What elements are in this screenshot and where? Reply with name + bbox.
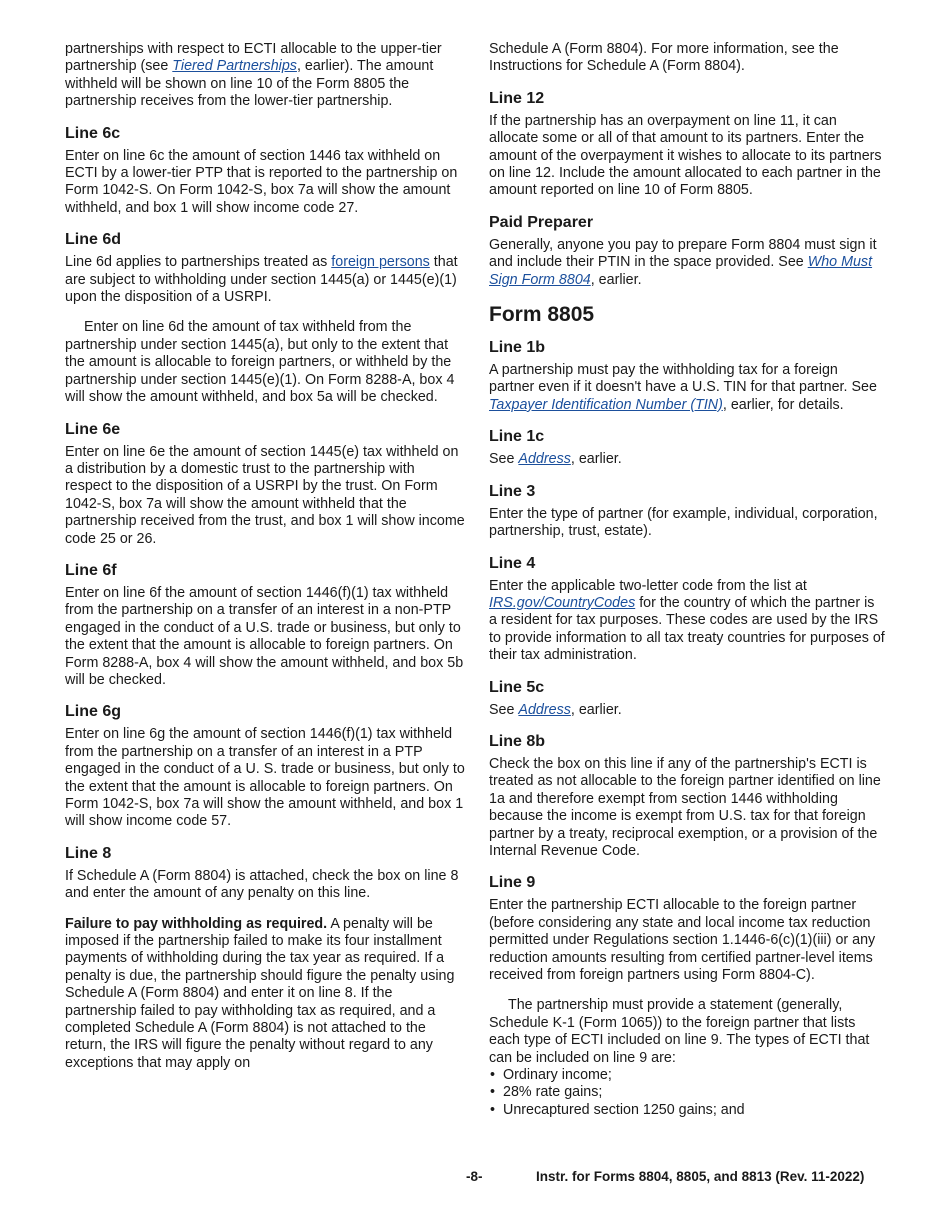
- paid-preparer-paragraph: Generally, anyone you pay to prepare Form 8804 must sign it and include their PTIN in the space provided. See Who Must Sign Form 8804, earlier.: [489, 236, 877, 288]
- tin-link[interactable]: Taxpayer Identification Number (TIN): [489, 396, 723, 413]
- line-9-heading: Line 9: [489, 874, 536, 892]
- line-3-paragraph: Enter the type of partner (for example, individual, corporation, partnership, trust, estate).: [489, 505, 878, 540]
- who-must-sign-link[interactable]: Who Must Sign Form 8804: [489, 254, 873, 288]
- ecti-types-list: [489, 1067, 885, 1119]
- right-column: [489, 41, 885, 1119]
- form-8805-heading: Form 8805: [489, 303, 595, 327]
- line-8b-heading: Line 8b: [489, 732, 546, 750]
- line-6g-paragraph: Enter on line 6g the amount of section 1446(f)(1) tax withheld from the partnership on a transfer of an interest in a PTP engaged in the conduct of a U. S. trade or business, but only to the extent that the amount is allocable to foreign partners. On Form 1042-S, box 7a will show the amount withheld, and box 1 will show income code 57.: [65, 726, 465, 830]
- foreign-persons-link[interactable]: foreign persons: [331, 254, 430, 271]
- line-1b-paragraph: A partnership must pay the withholding tax for a foreign partner even if it doesn't have a U.S. TIN for that partner. See Taxpayer Identification Number (TIN), earlier, for details.: [489, 362, 877, 413]
- address-link-2[interactable]: Address: [518, 701, 571, 718]
- line-6f-paragraph: Enter on line 6f the amount of section 1446(f)(1) tax withheld from the partnership on a transfer of an interest in a non-PTP engaged in the conduct of a U.S. trade or business, but only to the extent that the amount is allocable to foreign partners. On Form 8288-A, box 4 will show the amount withheld, and box 5b will be checked.: [65, 584, 464, 688]
- line-9-paragraph-1: Enter the partnership ECTI allocable to the foreign partner (before considering any state and local income tax reduction permitted under Regulations section 1.1446-6(c)(1)(iii) or any reduction amounts resulting from certified partner-level items received from foreign partners using Form 8804-C).: [489, 897, 876, 983]
- footer-title: Instr. for Forms 8804, 8805, and 8813 (Rev. 11-2022): [536, 1169, 865, 1184]
- line-6d-paragraph-1: Line 6d applies to partnerships treated as foreign persons that are subject to withholding under section 1445(a) or 1445(e)(1) upon the disposition of a USRPI.: [65, 254, 458, 306]
- line-6c-heading: Line 6c: [65, 124, 121, 142]
- line-12-paragraph: If the partnership has an overpayment on line 11, it can allocate some or all of that amount to its partners. Enter the amount of the overpayment it wishes to allocate to its partners on line 12. Include the amount allocated to each partner in the amount reported on line 10 of Form 8805.: [489, 112, 882, 199]
- line-4-heading: Line 4: [489, 554, 536, 572]
- line-8-heading: Line 8: [65, 844, 112, 862]
- line-1b-heading: Line 1b: [489, 339, 546, 357]
- list-item: • Ordinary income;: [489, 1067, 885, 1084]
- line-6e-heading: Line 6e: [65, 420, 121, 438]
- left-column: [65, 41, 465, 1085]
- line-6d-paragraph-2: Enter on line 6d the amount of tax withheld from the partnership under section 1445(a), but only to the extent that the amount is allocable to foreign partners, or withheld by the partnership under section 1445(e)(1). On Form 8288-A, box 4 will show the amount withheld, and box 5a will be checked.: [65, 319, 455, 406]
- line-9-paragraph-2: The partnership must provide a statement (generally, Schedule K-1 (Form 1065)) to the foreign partner that lists each type of ECTI included on line 9. The types of ECTI that can be included on line 9 are:: [489, 997, 870, 1066]
- country-codes-link[interactable]: IRS.gov/CountryCodes: [489, 594, 636, 611]
- line-6c-paragraph: Enter on line 6c the amount of section 1446 tax withheld on ECTI by a lower-tier PTP that is reported to the partnership on Form 1042-S. On Form 1042-S, box 7a will show the amount withheld, and box 1 will show income code 27.: [65, 147, 458, 216]
- line-4-paragraph: Enter the applicable two-letter code from the list at IRS.gov/CountryCodes for the country of which the partner is a resident for tax purposes. These codes are used by the IRS to provide information to all tax treaty countries for purposes of their tax administration.: [489, 577, 885, 664]
- failure-to-pay-runin-heading: Failure to pay withholding as required.: [65, 915, 328, 932]
- list-item: • 28% rate gains;: [489, 1084, 885, 1101]
- line-6d-heading: Line 6d: [65, 231, 122, 249]
- intro-paragraph: partnerships with respect to ECTI allocable to the upper-tier partnership (see Tiered Partnerships, earlier). The amount withheld will be shown on line 10 of the Form 8805 the partnership receives from the lower-tier partnership.: [65, 41, 442, 110]
- line-3-heading: Line 3: [489, 482, 536, 500]
- line-8-paragraph-1: If Schedule A (Form 8804) is attached, check the box on line 8 and enter the amount of any penalty on this line.: [65, 867, 459, 902]
- page-number: -8-: [466, 1169, 483, 1184]
- continued-paragraph: Schedule A (Form 8804). For more information, see the Instructions for Schedule A (Form 8804).: [489, 41, 839, 75]
- line-6g-heading: Line 6g: [65, 703, 122, 721]
- line-5c-heading: Line 5c: [489, 678, 545, 696]
- line-1c-paragraph: See Address, earlier.: [489, 451, 622, 468]
- line-5c-paragraph: See Address, earlier.: [489, 701, 622, 718]
- line-1c-heading: Line 1c: [489, 428, 545, 446]
- list-item: • Unrecaptured section 1250 gains; and: [489, 1102, 885, 1119]
- line-6e-paragraph: Enter on line 6e the amount of section 1445(e) tax withheld on a distribution by a domestic trust to the partnership with respect to the disposition of a USRPI by the trust. On Form 1042-S, box 7a will show the amount withheld that the partnership received from the trust, and box 1 will show income code 25 or 26.: [65, 443, 465, 547]
- line-12-heading: Line 12: [489, 89, 545, 107]
- tiered-partnerships-link[interactable]: Tiered Partnerships: [172, 58, 297, 75]
- address-link[interactable]: Address: [518, 451, 571, 468]
- line-6f-heading: Line 6f: [65, 561, 117, 579]
- paid-preparer-heading: Paid Preparer: [489, 213, 594, 231]
- line-8b-paragraph: Check the box on this line if any of the partnership's ECTI is treated as not allocable to the foreign partner identified on line 1a and therefore exempt from section 1446 withholding because the income is exempt from U.S. tax for that foreign partner by a treaty, reciprocal exemption, or a provision of the Internal Revenue Code.: [489, 755, 881, 859]
- line-8-paragraph-2: Failure to pay withholding as required. A penalty will be imposed if the partnership failed to make its four installment payments of withholding during the tax year as required. If a penalty is due, the partnership should figure the penalty using Schedule A (Form 8804) and enter it on line 8. If the partnership failed to pay withholding tax as required, and a completed Schedule A (Form 8804) is not attached to the return, the IRS will figure the penalty without regard to any exceptions that may apply on: [65, 915, 455, 1071]
